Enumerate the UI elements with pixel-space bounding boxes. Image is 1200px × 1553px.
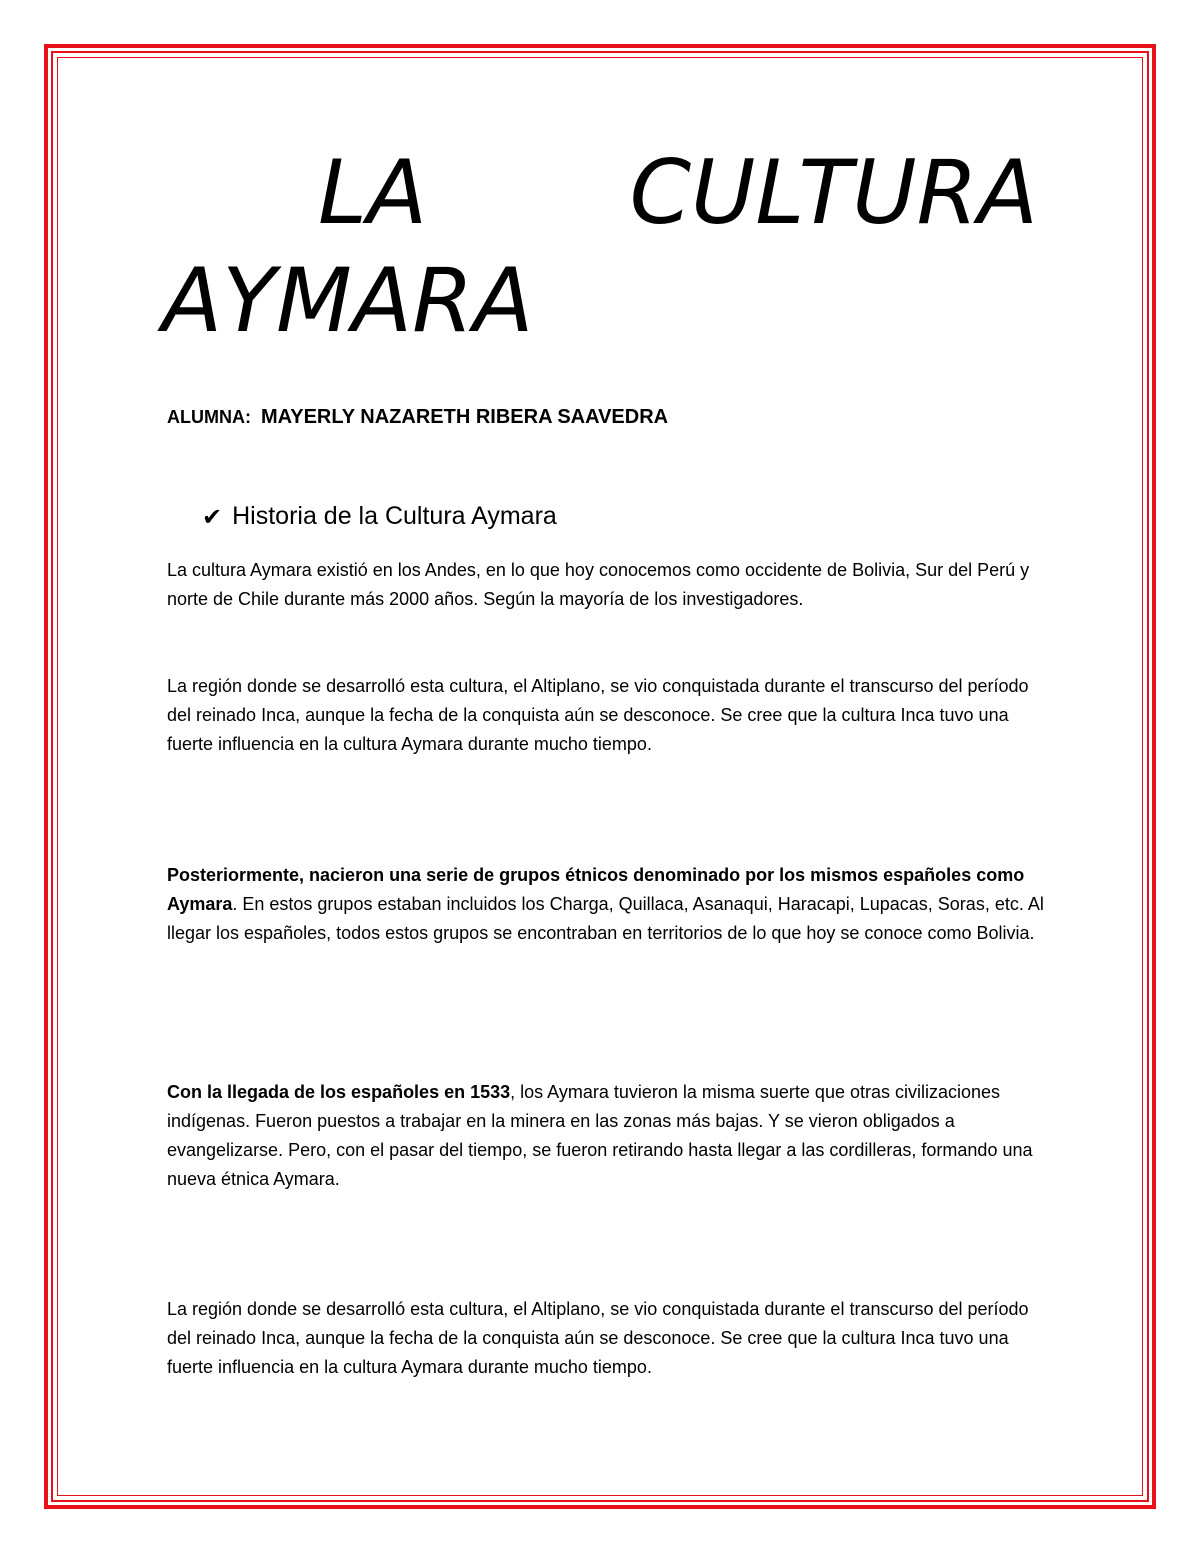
student-name: MAYERLY NAZARETH RIBERA SAAVEDRA	[260, 406, 669, 428]
section-heading	[202, 502, 557, 531]
title-word-aymara: AYMARA	[162, 249, 534, 352]
paragraph-5: La región donde se desarrolló esta cultura, el Altiplano, se vio conquistada durante el transcurso del período del reinado Inca, aunque la fecha de la conquista aún se desconoce. Se cree que la cultura Inca tuvo una fuerte influencia en la cultura Aymara durante mucho tiempo.	[167, 1299, 1029, 1377]
paragraph-1: La cultura Aymara existió en los Andes, en lo que hoy conocemos como occidente de Bolivia, Sur del Perú y norte de Chile durante más 2000 años. Según la mayoría de los investigadores.	[167, 560, 1030, 609]
paragraph-4	[167, 1078, 1047, 1194]
document-title-line-1	[318, 138, 1038, 248]
paragraph-4-text: , los Aymara tuvieron la misma suerte que otras civilizaciones indígenas. Fueron puestos a trabajar en la minera en las zonas más bajas. Y se vieron obligados a evangelizarse. Pero, con el pasar del tiempo, se fueron retirando hasta llegar a las cordilleras, formando una nueva étnica Aymara.	[167, 1082, 1033, 1189]
document-title-line-2	[162, 246, 533, 356]
paragraph-2: La región donde se desarrolló esta cultura, el Altiplano, se vio conquistada durante el transcurso del período del reinado Inca, aunque la fecha de la conquista aún se desconoce. Se cree que la cultura Inca tuvo una fuerte influencia en la cultura Aymara durante mucho tiempo.	[167, 676, 1029, 754]
title-word-la: LA	[318, 141, 428, 244]
paragraph-3-bold: Posteriormente, nacieron una serie de grupos étnicos denominado por los mismos españoles como Aymara	[167, 865, 1025, 914]
student-line	[167, 406, 668, 429]
student-label: ALUMNA:	[167, 407, 251, 427]
paragraph-4-bold: Con la llegada de los españoles en 1533	[167, 1082, 511, 1102]
check-icon: ✔	[202, 502, 223, 531]
section-heading-text: Historia de la Cultura Aymara	[232, 502, 557, 530]
paragraph-3-text: . En estos grupos estaban incluidos los Charga, Quillaca, Asanaqui, Haracapi, Lupacas, Soras, etc. Al llegar los españoles, todos estos grupos se encontraban en territorios de lo que hoy se conoce como Bolivia.	[167, 894, 1044, 943]
title-word-cultura: CULTURA	[629, 141, 1038, 244]
paragraph-3	[167, 861, 1047, 948]
